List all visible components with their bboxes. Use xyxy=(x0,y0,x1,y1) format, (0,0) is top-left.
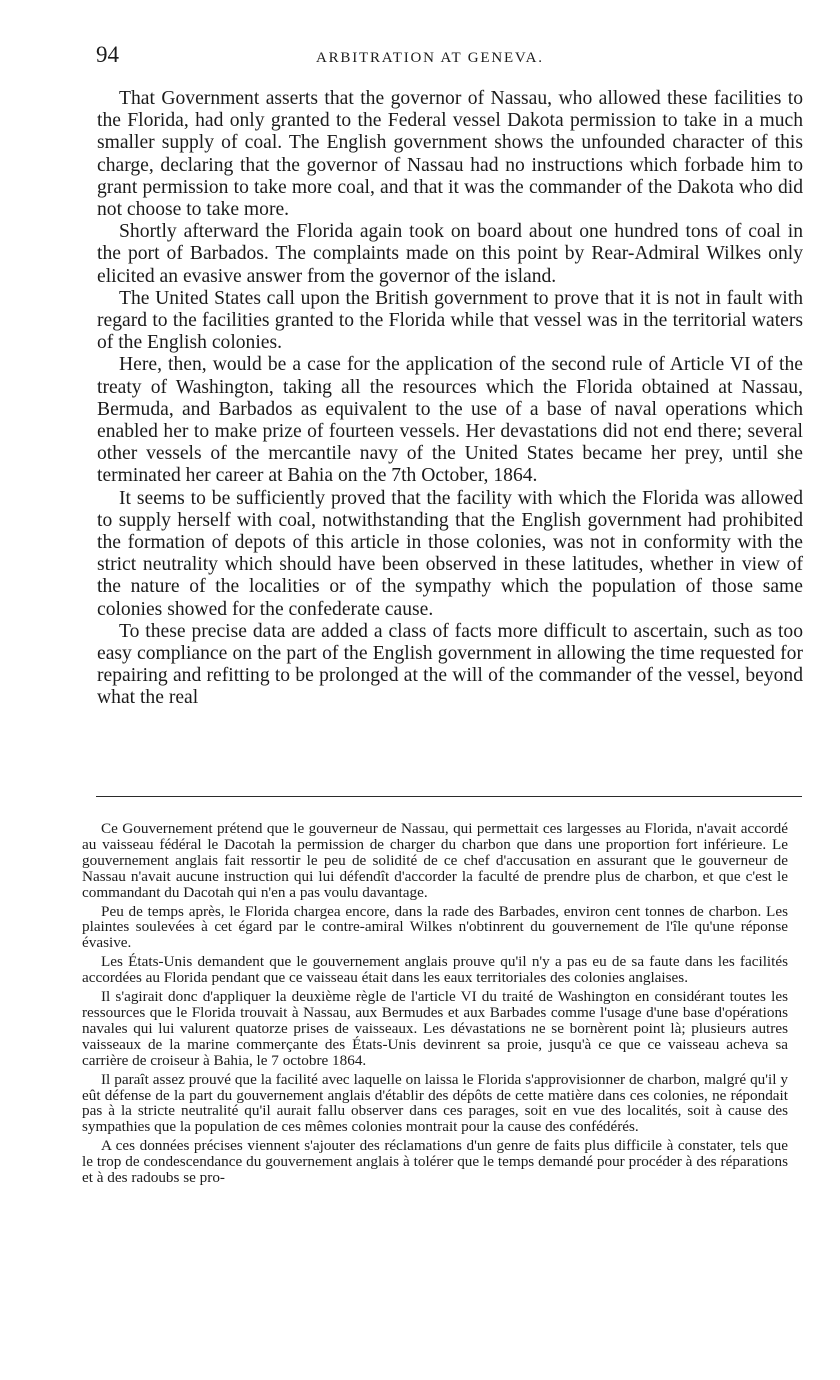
main-paragraph: It seems to be sufficiently proved that the facility with which the Florida was allowed to supply herself with coal, notwithstanding that the English government had prohibited the formation of depots of this article in those colonies, was not in conformity with the strict neutrality which should have been observed in these latitudes, whether in view of the nature of the localities or of the sympathy which the population of those same colonies showed for the confederate cause. xyxy=(97,487,803,620)
footnote-paragraph: A ces données précises viennent s'ajouter des réclamations d'un genre de faits plus difficile à constater, tels que le trop de condescendance du gouvernement anglais à tolérer que le temps demandé pour procéder à des réparations et à des radoubs se pro- xyxy=(82,1137,788,1187)
footnote-paragraph: Ce Gouvernement prétend que le gouverneur de Nassau, qui permettait ces largesses au Florida, n'avait accordé au vaisseau fédéral le Dacotah la permission de charger du charbon que dans une proportion fort inférieure. Le gouvernement anglais fait ressortir le peu de solidité de ce chef d'accusation en assurant que le gouverneur de Nassau n'avait aucune instruction qui lui défendît d'accorder la faculté de prendre plus de charbon, et que c'est le commandant du Dacotah qui n'en a pas voulu davantage. xyxy=(82,820,788,901)
footnote-paragraph: Les États-Unis demandent que le gouvernement anglais prouve qu'il n'y a pas eu de sa faute dans les facilités accordées au Florida pendant que ce vaisseau était dans les eaux territoriales des colonies anglaises. xyxy=(82,953,788,987)
footnote-paragraph: Il s'agirait donc d'appliquer la deuxième règle de l'article VI du traité de Washington en considérant toutes les ressources que le Florida trouvait à Nassau, aux Bermudes et aux Barbades comme l'usage d'une base d'opérations navales qui lui valurent quatorze prises de vaisseaux. Les dévastations ne se bornèrent point là; plusieurs autres vaisseaux de la marine commerçante des États-Unis devinrent sa proie, jusqu'à ce que ce vaisseau acheva sa carrière de croiseur à Bahia, le 7 octobre 1864. xyxy=(82,988,788,1069)
main-paragraph: Shortly afterward the Florida again took on board about one hundred tons of coal in the port of Barbados. The complaints made on this point by Rear-Admiral Wilkes only elicited an evasive answer from the governor of the island. xyxy=(97,221,803,287)
footnote-paragraph: Peu de temps après, le Florida chargea encore, dans la rade des Barbades, environ cent tonnes de charbon. Les plaintes soulevées à cet égard par le contre-amiral Wilkes n'obtinrent du gouvernement de l'île qu'une réponse évasive. xyxy=(82,902,788,952)
footnotes-french-text xyxy=(82,821,788,1189)
footnote-paragraph: Il paraît assez prouvé que la facilité avec laquelle on laissa le Florida s'approvisionner de charbon, malgré qu'il y eût défense de la part du gouvernement anglais d'établir des dépôts de cette matière dans ces colonies, ne répondait pas à la stricte neutralité qu'il aurait fallu observer dans ces parages, soit en vue des localités, soit à cause des sympathies que la population de ces mêmes colonies montrait pour la cause des confédérés. xyxy=(82,1070,788,1136)
main-paragraph: That Government asserts that the governor of Nassau, who allowed these facilities to the Florida, had only granted to the Federal vessel Dakota permission to take in a much smaller supply of coal. The English government shows the unfounded character of this charge, declaring that the governor of Nassau had no instructions which forbade him to grant permission to take more coal, and that it was the commander of the Dakota who did not choose to take more. xyxy=(97,88,803,221)
running-title: ARBITRATION AT GENEVA. xyxy=(316,50,544,66)
page-header xyxy=(96,42,804,74)
footnote-divider xyxy=(96,796,802,797)
main-paragraph: To these precise data are added a class of facts more difficult to ascertain, such as too easy compliance on the part of the English government in allowing the time requested for repairing and refitting to be prolonged at the will of the commander of the vessel, beyond what the real xyxy=(97,620,803,709)
main-paragraph: The United States call upon the British government to prove that it is not in fault with regard to the facilities granted to the Florida while that vessel was in the territorial waters of the English colonies. xyxy=(97,287,803,354)
main-paragraph: Here, then, would be a case for the application of the second rule of Article VI of the treaty of Washington, taking all the resources which the Florida obtained at Nassau, Bermuda, and Barbados as equivalent to the use of a base of naval operations which enabled her to make prize of fourteen vessels. Her devastations did not end there; several other vessels of the mercantile navy of the United States became her prey, until she terminated her career at Bahia on the 7th October, 1864. xyxy=(97,354,803,487)
main-text-body xyxy=(97,88,803,710)
page-number: 94 xyxy=(96,42,119,67)
